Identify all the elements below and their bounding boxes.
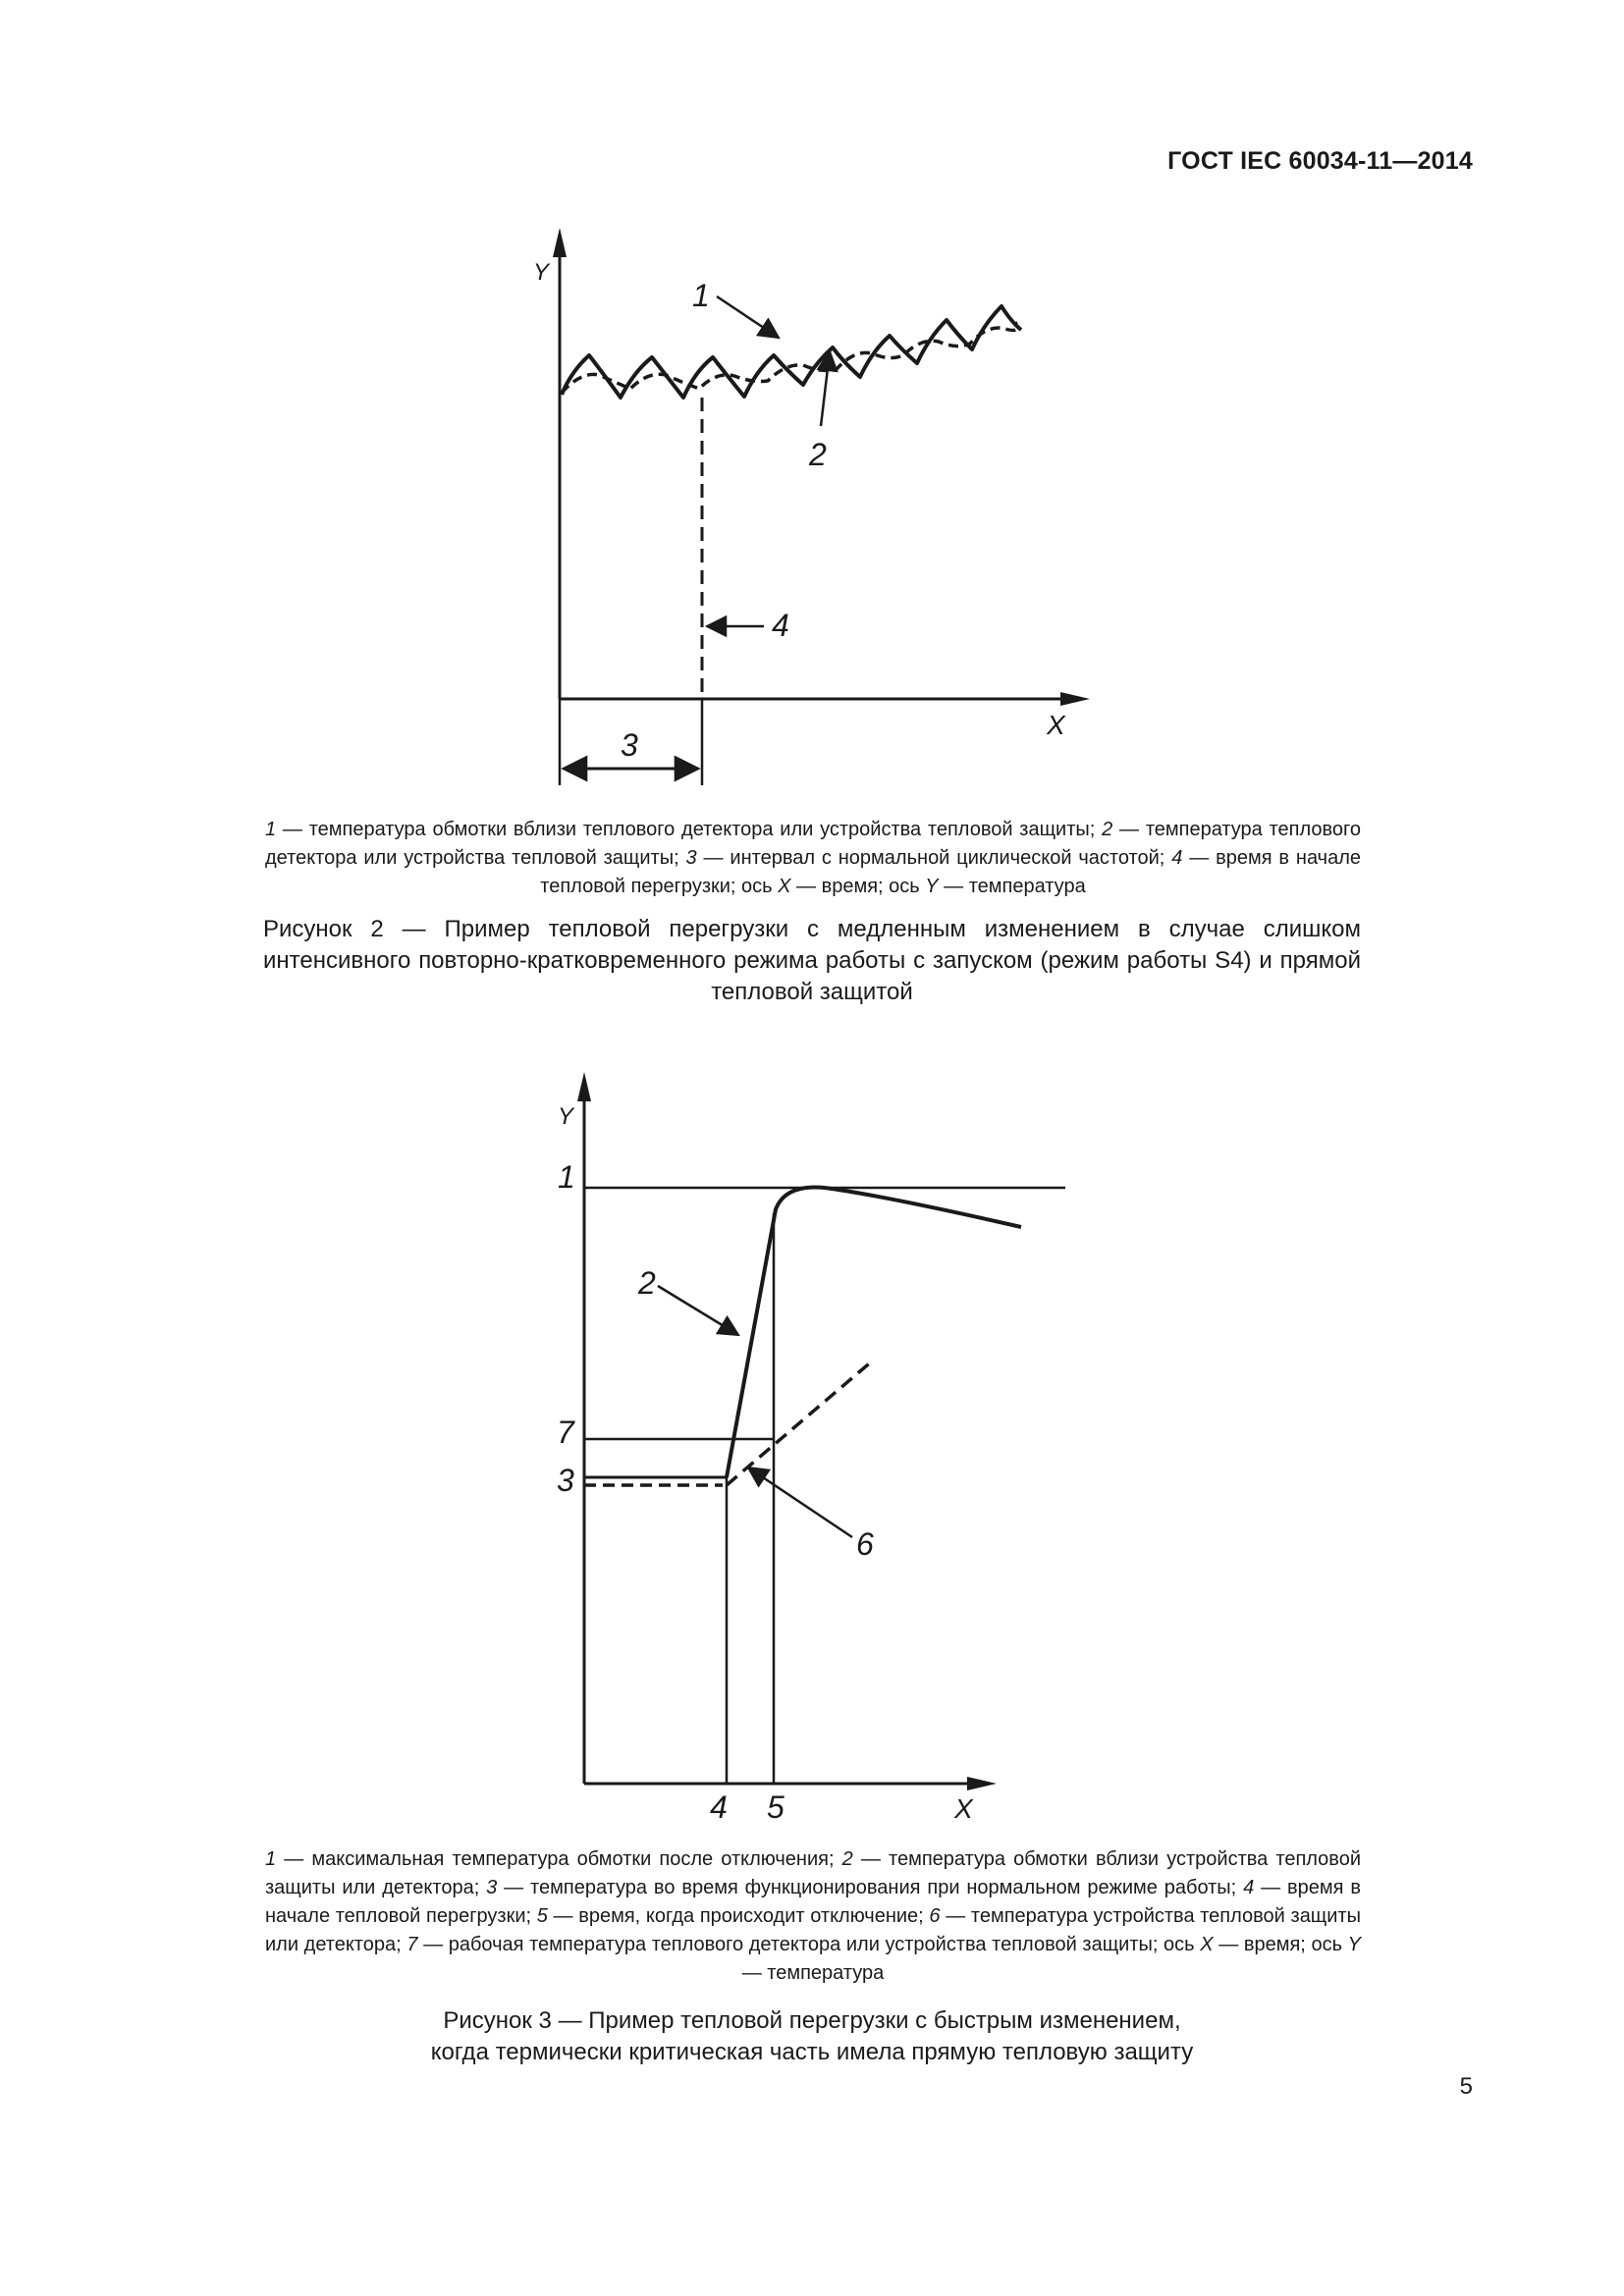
fig3-label-7: 7 xyxy=(557,1415,574,1450)
fig2-label-1: 1 xyxy=(692,278,710,313)
figure-3-caption-line-2: когда термически критическая часть имела прямую тепловую защиту xyxy=(430,2039,1194,2065)
fig2-label-2: 2 xyxy=(809,437,827,472)
figure-3-caption xyxy=(263,2005,1361,2068)
figure-2-caption: Рисунок 2 — Пример тепловой перегрузки с медленным изменением в случае слишком интенсивного повторно-кратковременного режима работы с запуском (режим работы S4) и прямой тепловой защитой xyxy=(263,916,1361,1005)
fig3-y-axis-label: Y xyxy=(558,1103,574,1130)
fig2-label-3: 3 xyxy=(621,727,638,763)
fig2-x-axis-label: X xyxy=(1047,710,1065,740)
fig3-curve-2 xyxy=(727,1187,1021,1477)
fig3-leader-2 xyxy=(658,1286,738,1335)
fig3-y-arrowhead xyxy=(577,1072,591,1101)
fig2-y-axis-label: Y xyxy=(533,259,550,286)
fig3-label-2: 2 xyxy=(638,1265,656,1301)
fig3-x-arrowhead xyxy=(967,1777,997,1790)
fig3-x-axis-label: X xyxy=(954,1793,973,1824)
fig3-label-5: 5 xyxy=(767,1789,785,1825)
fig3-dashed-6 xyxy=(727,1360,874,1485)
figure-2-legend: 1 — температура обмотки вблизи теплового детектора или устройства тепловой защиты; 2 — температура теплового детектора или устройства тепловой защиты; 3 — интервал с нормальной циклической частотой; 4 — время в начале тепловой перегрузки; ось X — время; ось Y — температура xyxy=(265,819,1361,897)
figure-3-legend: 1 — максимальная температура обмотки после отключения; 2 — температура обмотки вблизи устройства тепловой защиты или детектора; 3 — температура во время функционирования при нормальном режиме работы; 4 — время в начале тепловой перегрузки; 5 — время, когда происходит отключение; 6 — температура устройства тепловой защиты или детектора; 7 — рабочая температура теплового детектора или устройства тепловой защиты; ось X — время; ось Y — температура xyxy=(265,1848,1362,1984)
fig3-label-3: 3 xyxy=(557,1463,574,1498)
document-header: ГОСТ IEC 60034-11—2014 xyxy=(1167,147,1473,175)
page-number: 5 xyxy=(1459,2073,1473,2100)
fig3-leader-6 xyxy=(748,1468,852,1537)
figure-3-caption-line-1: Рисунок 3 — Пример тепловой перегрузки с быстрым изменением, xyxy=(443,2007,1181,2034)
fig3-label-6: 6 xyxy=(856,1526,874,1562)
fig3-label-1: 1 xyxy=(558,1159,575,1195)
fig3-label-4: 4 xyxy=(710,1789,728,1825)
fig2-label-4: 4 xyxy=(772,608,789,643)
